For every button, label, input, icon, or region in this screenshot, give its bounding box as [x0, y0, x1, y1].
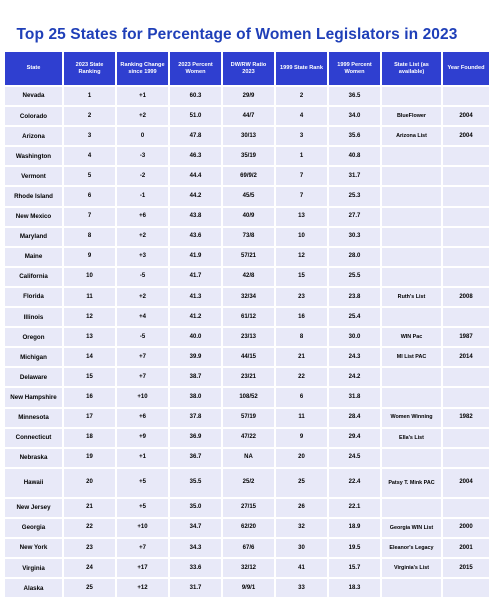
percent-2023-cell: 38.7: [170, 368, 221, 386]
change-cell: +7: [117, 539, 168, 557]
year-founded-cell: [443, 449, 489, 467]
state-list-cell: [382, 208, 441, 226]
rank-1999-cell: 6: [276, 388, 327, 406]
ratio-cell: 108/52: [223, 388, 274, 406]
change-cell: +10: [117, 388, 168, 406]
rank-1999-cell: 20: [276, 449, 327, 467]
percent-1999-cell: 29.4: [329, 429, 380, 447]
ranking-cell: 15: [64, 368, 115, 386]
table-row: [5, 328, 489, 346]
ratio-cell: 32/34: [223, 288, 274, 306]
state-list-cell: [382, 499, 441, 517]
change-cell: +7: [117, 368, 168, 386]
year-founded-cell: 2004: [443, 107, 489, 125]
table-row: [5, 449, 489, 467]
percent-1999-cell: 30.0: [329, 328, 380, 346]
percent-1999-cell: 19.5: [329, 539, 380, 557]
table-row: [5, 519, 489, 537]
state-list-cell: BlueFlower: [382, 107, 441, 125]
state-list-cell: WIN Pac: [382, 328, 441, 346]
rank-1999-cell: 26: [276, 499, 327, 517]
state-cell: New Hampshire: [5, 388, 62, 406]
rank-1999-cell: 7: [276, 187, 327, 205]
ranking-cell: 2: [64, 107, 115, 125]
year-founded-cell: 2004: [443, 127, 489, 145]
state-cell: Arizona: [5, 127, 62, 145]
state-list-cell: [382, 388, 441, 406]
percent-1999-cell: 18.9: [329, 519, 380, 537]
state-cell: Connecticut: [5, 429, 62, 447]
year-founded-cell: 1987: [443, 328, 489, 346]
ranking-cell: 11: [64, 288, 115, 306]
state-cell: Michigan: [5, 348, 62, 366]
column-header-year-founded: Year Founded: [443, 52, 489, 85]
year-founded-cell: [443, 388, 489, 406]
change-cell: +5: [117, 499, 168, 517]
change-cell: +4: [117, 308, 168, 326]
state-list-cell: Ella's List: [382, 429, 441, 447]
year-founded-cell: [443, 429, 489, 447]
ratio-cell: NA: [223, 449, 274, 467]
rank-1999-cell: 2: [276, 87, 327, 105]
year-founded-cell: [443, 208, 489, 226]
table-row: [5, 147, 489, 165]
percent-1999-cell: 30.3: [329, 228, 380, 246]
table-row: [5, 268, 489, 286]
percent-2023-cell: 44.4: [170, 167, 221, 185]
page-title: Top 25 States for Percentage of Women Legislators in 2023: [16, 26, 458, 43]
ranking-cell: 3: [64, 127, 115, 145]
percent-1999-cell: 40.8: [329, 147, 380, 165]
ratio-cell: 47/22: [223, 429, 274, 447]
ranking-cell: 6: [64, 187, 115, 205]
ratio-cell: 44/7: [223, 107, 274, 125]
table-row: [5, 499, 489, 517]
ratio-cell: 73/8: [223, 228, 274, 246]
percent-2023-cell: 47.8: [170, 127, 221, 145]
percent-2023-cell: 46.3: [170, 147, 221, 165]
rank-1999-cell: 12: [276, 248, 327, 266]
column-header-ranking-change: Ranking Change since 1999: [117, 52, 168, 85]
column-header-dw-rw-ratio: DW/RW Ratio 2023: [223, 52, 274, 85]
ratio-cell: 67/6: [223, 539, 274, 557]
column-header-ranking-2023: 2023 State Ranking: [64, 52, 115, 85]
rank-1999-cell: 22: [276, 368, 327, 386]
state-list-cell: Georgia WIN List: [382, 519, 441, 537]
ratio-cell: 30/13: [223, 127, 274, 145]
ranking-cell: 17: [64, 409, 115, 427]
year-founded-cell: [443, 368, 489, 386]
percent-2023-cell: 34.3: [170, 539, 221, 557]
change-cell: -1: [117, 187, 168, 205]
table-row: [5, 368, 489, 386]
ranking-cell: 22: [64, 519, 115, 537]
ratio-cell: 44/15: [223, 348, 274, 366]
percent-2023-cell: 41.3: [170, 288, 221, 306]
percent-1999-cell: 24.3: [329, 348, 380, 366]
state-cell: New York: [5, 539, 62, 557]
state-cell: Nevada: [5, 87, 62, 105]
change-cell: 0: [117, 127, 168, 145]
table-row: [5, 187, 489, 205]
year-founded-cell: 2014: [443, 348, 489, 366]
rank-1999-cell: 11: [276, 409, 327, 427]
table-row: [5, 127, 489, 145]
year-founded-cell: 2015: [443, 559, 489, 577]
state-cell: Vermont: [5, 167, 62, 185]
percent-1999-cell: 25.5: [329, 268, 380, 286]
state-cell: Virginia: [5, 559, 62, 577]
state-cell: Maryland: [5, 228, 62, 246]
state-list-cell: [382, 368, 441, 386]
rank-1999-cell: 23: [276, 288, 327, 306]
percent-2023-cell: 43.8: [170, 208, 221, 226]
year-founded-cell: [443, 248, 489, 266]
ratio-cell: 32/12: [223, 559, 274, 577]
ratio-cell: 62/20: [223, 519, 274, 537]
rank-1999-cell: 7: [276, 167, 327, 185]
percent-1999-cell: 24.2: [329, 368, 380, 386]
table-row: [5, 208, 489, 226]
rank-1999-cell: 9: [276, 429, 327, 447]
ratio-cell: 40/9: [223, 208, 274, 226]
ranking-cell: 10: [64, 268, 115, 286]
ranking-cell: 20: [64, 469, 115, 497]
ranking-cell: 8: [64, 228, 115, 246]
percent-2023-cell: 51.0: [170, 107, 221, 125]
year-founded-cell: [443, 228, 489, 246]
percent-1999-cell: 28.4: [329, 409, 380, 427]
state-cell: New Mexico: [5, 208, 62, 226]
percent-2023-cell: 34.7: [170, 519, 221, 537]
ranking-cell: 14: [64, 348, 115, 366]
change-cell: -5: [117, 268, 168, 286]
rank-1999-cell: 4: [276, 107, 327, 125]
percent-2023-cell: 38.0: [170, 388, 221, 406]
change-cell: +2: [117, 107, 168, 125]
rank-1999-cell: 1: [276, 147, 327, 165]
year-founded-cell: 1982: [443, 409, 489, 427]
ratio-cell: 57/21: [223, 248, 274, 266]
rank-1999-cell: 10: [276, 228, 327, 246]
table-row: [5, 409, 489, 427]
ratio-cell: 69/9/2: [223, 167, 274, 185]
ranking-cell: 21: [64, 499, 115, 517]
rank-1999-cell: 30: [276, 539, 327, 557]
table-row: [5, 469, 489, 497]
state-cell: Illinois: [5, 308, 62, 326]
year-founded-cell: [443, 499, 489, 517]
ranking-cell: 12: [64, 308, 115, 326]
table-row: [5, 539, 489, 557]
state-cell: Maine: [5, 248, 62, 266]
state-cell: Georgia: [5, 519, 62, 537]
ratio-cell: 27/15: [223, 499, 274, 517]
state-cell: Rhode Island: [5, 187, 62, 205]
ratio-cell: 9/9/1: [223, 579, 274, 597]
rank-1999-cell: 33: [276, 579, 327, 597]
percent-1999-cell: 35.6: [329, 127, 380, 145]
percent-1999-cell: 25.3: [329, 187, 380, 205]
ranking-cell: 13: [64, 328, 115, 346]
state-list-cell: Virginia's List: [382, 559, 441, 577]
state-list-cell: [382, 308, 441, 326]
ranking-cell: 16: [64, 388, 115, 406]
rank-1999-cell: 13: [276, 208, 327, 226]
state-cell: Hawaii: [5, 469, 62, 497]
state-list-cell: [382, 268, 441, 286]
state-cell: Nebraska: [5, 449, 62, 467]
ratio-cell: 45/5: [223, 187, 274, 205]
percent-2023-cell: 36.9: [170, 429, 221, 447]
state-cell: Washington: [5, 147, 62, 165]
state-cell: Colorado: [5, 107, 62, 125]
change-cell: +5: [117, 469, 168, 497]
ranking-cell: 7: [64, 208, 115, 226]
year-founded-cell: [443, 187, 489, 205]
state-list-cell: [382, 87, 441, 105]
change-cell: +6: [117, 208, 168, 226]
percent-2023-cell: 39.9: [170, 348, 221, 366]
ranking-cell: 24: [64, 559, 115, 577]
year-founded-cell: [443, 308, 489, 326]
state-list-cell: Eleanor's Legacy: [382, 539, 441, 557]
table-row: [5, 228, 489, 246]
table-row: [5, 308, 489, 326]
ratio-cell: 23/21: [223, 368, 274, 386]
table-row: [5, 429, 489, 447]
rank-1999-cell: 25: [276, 469, 327, 497]
percent-2023-cell: 36.7: [170, 449, 221, 467]
percent-1999-cell: 28.0: [329, 248, 380, 266]
change-cell: -3: [117, 147, 168, 165]
state-list-cell: Women Winning: [382, 409, 441, 427]
rank-1999-cell: 15: [276, 268, 327, 286]
table-row: [5, 348, 489, 366]
ratio-cell: 35/19: [223, 147, 274, 165]
rank-1999-cell: 32: [276, 519, 327, 537]
percent-2023-cell: 60.3: [170, 87, 221, 105]
percent-2023-cell: 35.5: [170, 469, 221, 497]
column-header-state-list: State List (as available): [382, 52, 441, 85]
ratio-cell: 29/9: [223, 87, 274, 105]
table-row: [5, 87, 489, 105]
rank-1999-cell: 16: [276, 308, 327, 326]
percent-1999-cell: 27.7: [329, 208, 380, 226]
state-cell: Minnesota: [5, 409, 62, 427]
column-header-rank-1999: 1999 State Rank: [276, 52, 327, 85]
change-cell: +12: [117, 579, 168, 597]
column-header-percent-women-1999: 1999 Percent Women: [329, 52, 380, 85]
table-row: [5, 559, 489, 577]
state-list-cell: MI List PAC: [382, 348, 441, 366]
rank-1999-cell: 41: [276, 559, 327, 577]
percent-2023-cell: 41.2: [170, 308, 221, 326]
state-list-cell: [382, 579, 441, 597]
ratio-cell: 25/2: [223, 469, 274, 497]
ratio-cell: 42/8: [223, 268, 274, 286]
change-cell: +17: [117, 559, 168, 577]
change-cell: +2: [117, 228, 168, 246]
table-row: [5, 107, 489, 125]
percent-1999-cell: 31.7: [329, 167, 380, 185]
table-row: [5, 248, 489, 266]
state-list-cell: [382, 167, 441, 185]
percent-1999-cell: 24.5: [329, 449, 380, 467]
year-founded-cell: [443, 147, 489, 165]
year-founded-cell: [443, 579, 489, 597]
state-cell: Alaska: [5, 579, 62, 597]
percent-1999-cell: 15.7: [329, 559, 380, 577]
percent-2023-cell: 31.7: [170, 579, 221, 597]
year-founded-cell: 2008: [443, 288, 489, 306]
table-row: [5, 579, 489, 597]
ratio-cell: 23/13: [223, 328, 274, 346]
year-founded-cell: 2000: [443, 519, 489, 537]
year-founded-cell: [443, 87, 489, 105]
percent-2023-cell: 41.7: [170, 268, 221, 286]
header-row: [5, 52, 489, 85]
state-list-cell: [382, 147, 441, 165]
percent-2023-cell: 33.6: [170, 559, 221, 577]
year-founded-cell: [443, 167, 489, 185]
percent-1999-cell: 34.0: [329, 107, 380, 125]
ranking-cell: 1: [64, 87, 115, 105]
ranking-cell: 9: [64, 248, 115, 266]
state-list-cell: [382, 228, 441, 246]
ratio-cell: 57/19: [223, 409, 274, 427]
table-row: [5, 288, 489, 306]
ranking-cell: 23: [64, 539, 115, 557]
state-list-cell: Ruth's List: [382, 288, 441, 306]
rank-1999-cell: 3: [276, 127, 327, 145]
state-cell: California: [5, 268, 62, 286]
change-cell: -2: [117, 167, 168, 185]
percent-1999-cell: 25.4: [329, 308, 380, 326]
legislators-table-container: [3, 50, 485, 599]
state-list-cell: [382, 449, 441, 467]
ranking-cell: 5: [64, 167, 115, 185]
percent-1999-cell: 22.1: [329, 499, 380, 517]
ranking-cell: 25: [64, 579, 115, 597]
percent-2023-cell: 40.0: [170, 328, 221, 346]
state-list-cell: [382, 187, 441, 205]
ranking-cell: 4: [64, 147, 115, 165]
state-list-cell: [382, 248, 441, 266]
change-cell: +2: [117, 288, 168, 306]
legislators-table: [3, 50, 491, 599]
rank-1999-cell: 8: [276, 328, 327, 346]
change-cell: +1: [117, 87, 168, 105]
state-list-cell: Patsy T. Mink PAC: [382, 469, 441, 497]
state-cell: Florida: [5, 288, 62, 306]
table-body: [5, 87, 489, 597]
percent-1999-cell: 23.8: [329, 288, 380, 306]
state-cell: Delaware: [5, 368, 62, 386]
table-row: [5, 388, 489, 406]
percent-1999-cell: 36.5: [329, 87, 380, 105]
table-row: [5, 167, 489, 185]
state-cell: Oregon: [5, 328, 62, 346]
percent-2023-cell: 44.2: [170, 187, 221, 205]
percent-1999-cell: 18.3: [329, 579, 380, 597]
change-cell: +1: [117, 449, 168, 467]
percent-1999-cell: 31.8: [329, 388, 380, 406]
year-founded-cell: 2004: [443, 469, 489, 497]
change-cell: +7: [117, 348, 168, 366]
percent-2023-cell: 37.8: [170, 409, 221, 427]
ranking-cell: 18: [64, 429, 115, 447]
column-header-percent-women-2023: 2023 Percent Women: [170, 52, 221, 85]
ranking-cell: 19: [64, 449, 115, 467]
percent-2023-cell: 41.9: [170, 248, 221, 266]
year-founded-cell: 2001: [443, 539, 489, 557]
state-list-cell: Arizona List: [382, 127, 441, 145]
year-founded-cell: [443, 268, 489, 286]
state-cell: New Jersey: [5, 499, 62, 517]
change-cell: +6: [117, 409, 168, 427]
percent-1999-cell: 22.4: [329, 469, 380, 497]
percent-2023-cell: 35.0: [170, 499, 221, 517]
column-header-state: State: [5, 52, 62, 85]
percent-2023-cell: 43.6: [170, 228, 221, 246]
change-cell: +3: [117, 248, 168, 266]
ratio-cell: 61/12: [223, 308, 274, 326]
change-cell: +10: [117, 519, 168, 537]
change-cell: -5: [117, 328, 168, 346]
change-cell: +9: [117, 429, 168, 447]
rank-1999-cell: 21: [276, 348, 327, 366]
